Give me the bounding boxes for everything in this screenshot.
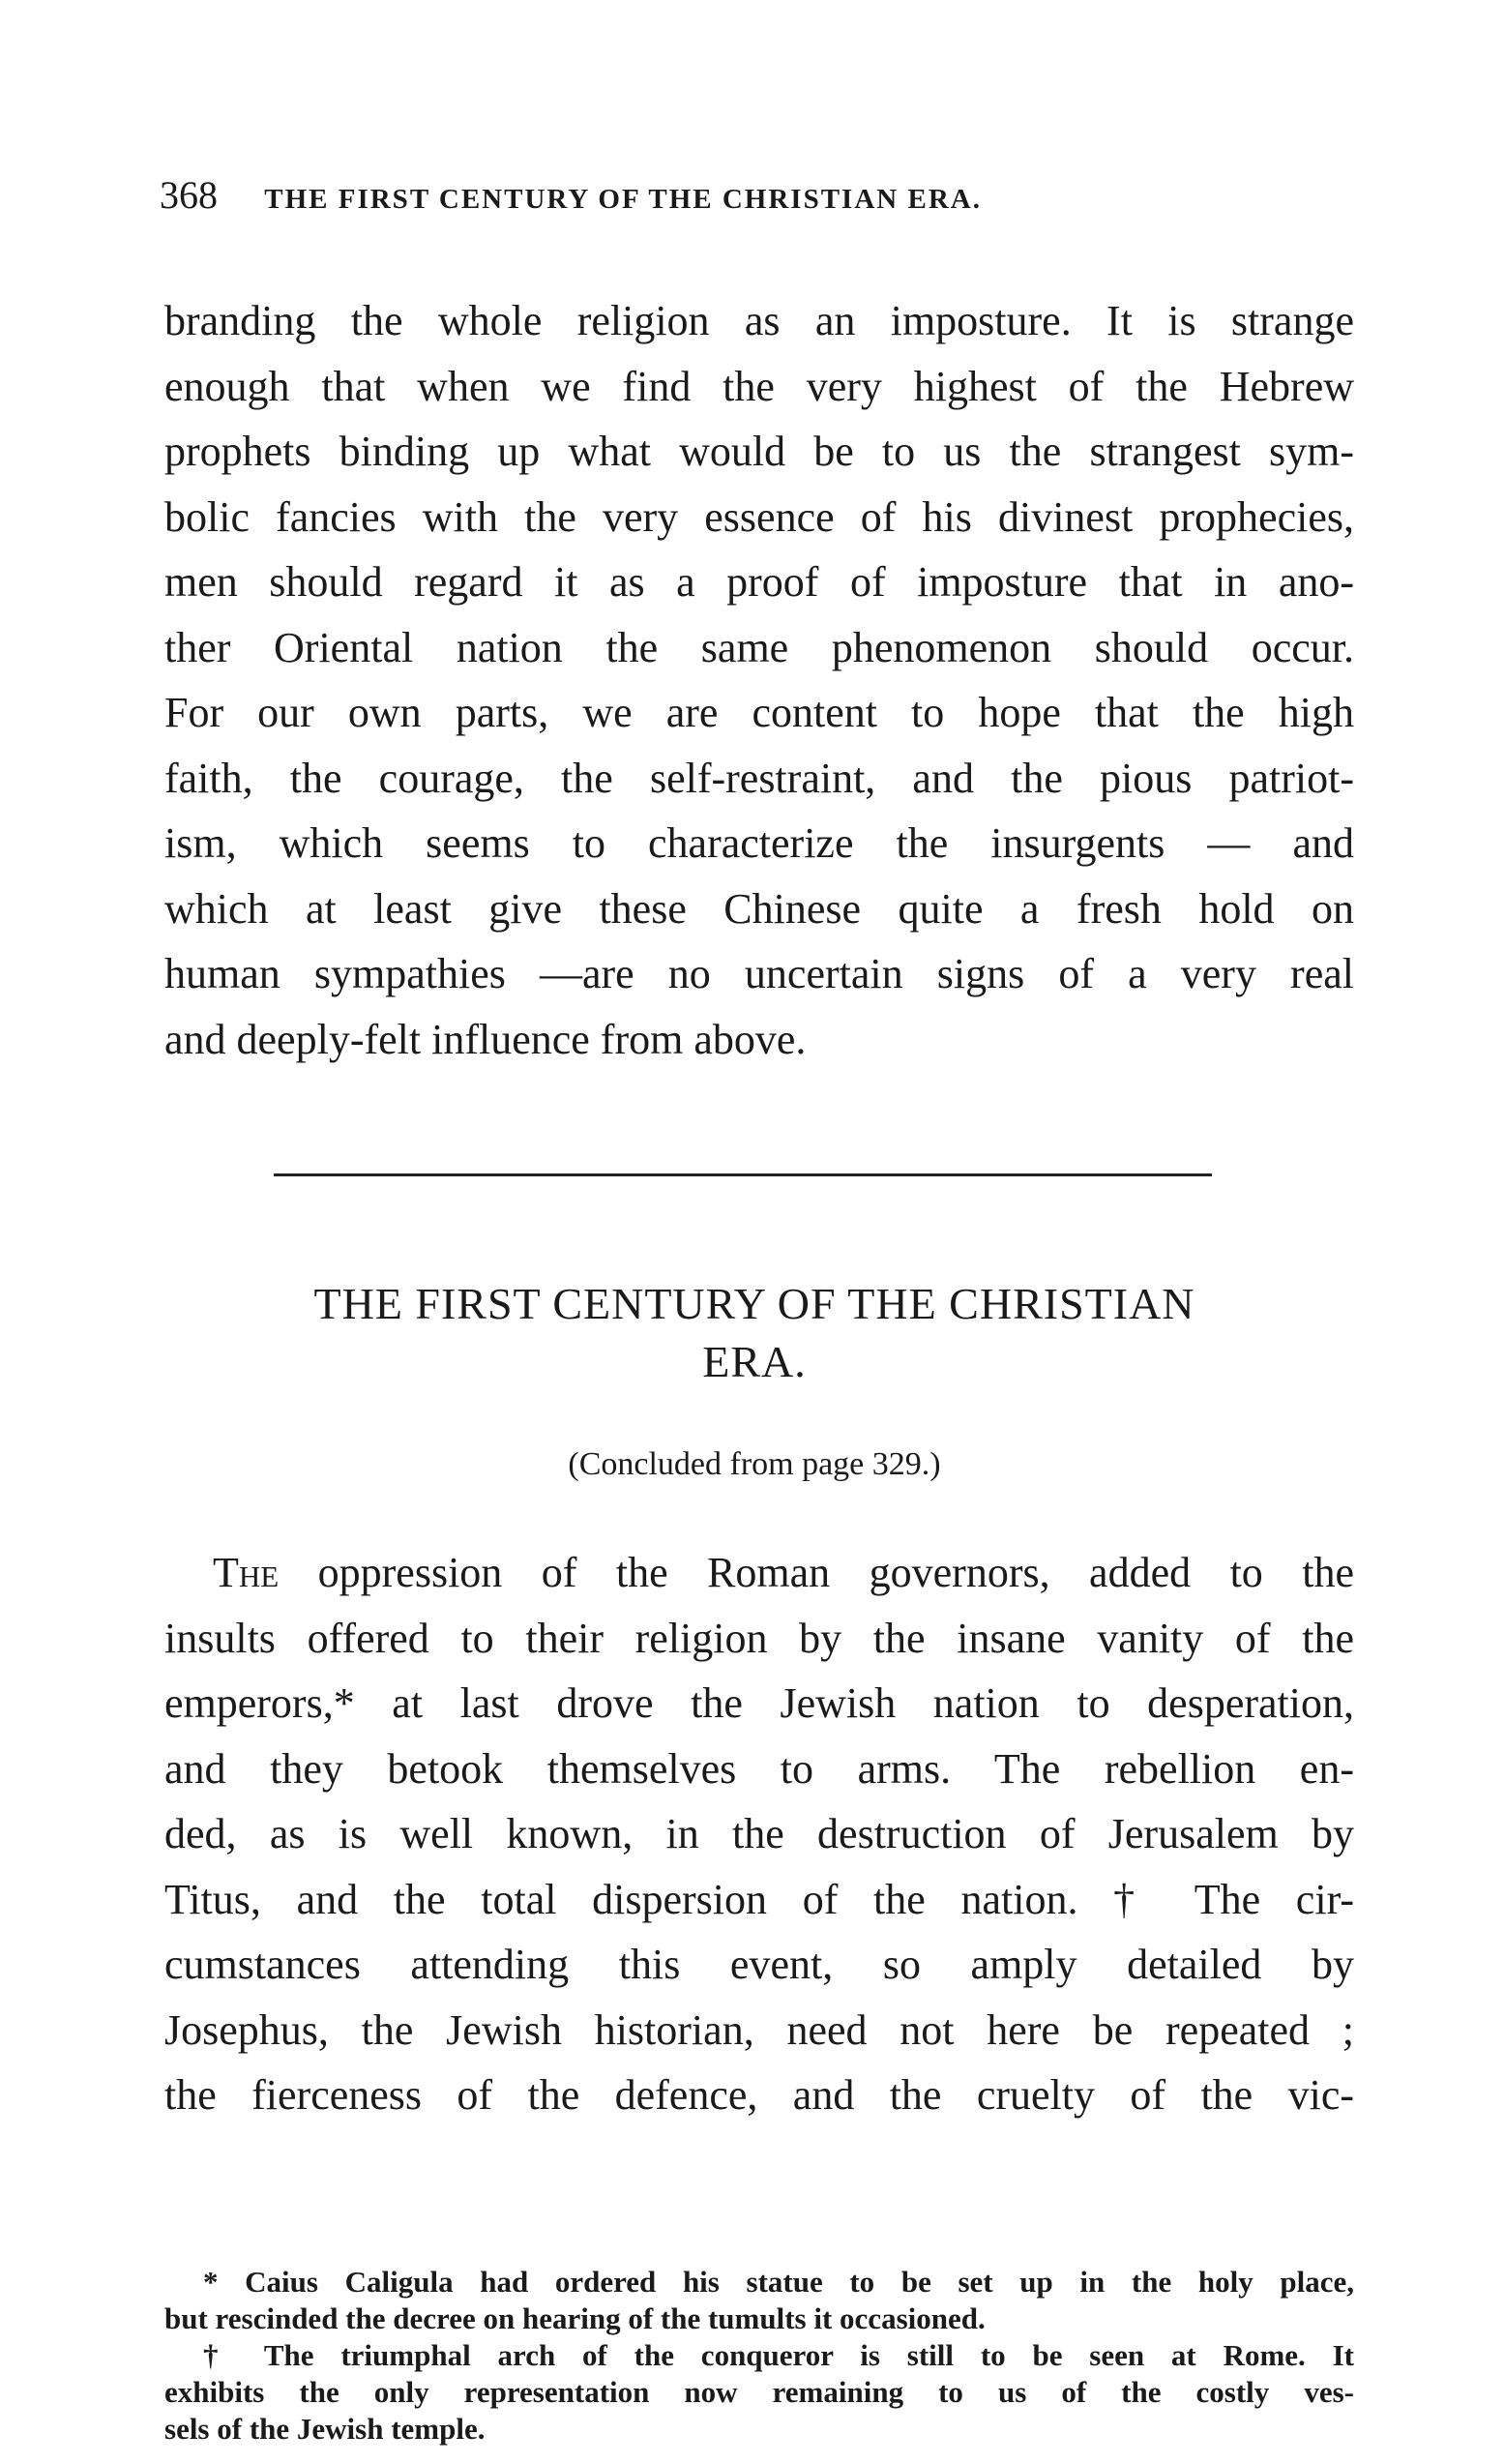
- footnote-line: * Caius Caligula had ordered his statue to be set up in the holy place,: [203, 2265, 1354, 2299]
- text-line: human sympathies —are no uncertain signs of a very real: [164, 950, 1354, 997]
- article-title-line: ERA.: [702, 1337, 807, 1386]
- text-line: which at least give these Chinese quite a fresh hold on: [164, 884, 1354, 933]
- article-first-paragraph: [164, 1540, 1354, 2128]
- text-line: [164, 1540, 1354, 1606]
- paragraph-continued: [164, 288, 1354, 1072]
- text-line: ded, as is well known, in the destruction of Jerusalem by: [164, 1810, 1354, 1857]
- footnote-line: sels of the Jewish temple.: [164, 2412, 486, 2446]
- text-line: and they betook themselves to arms. The rebellion en-: [164, 1744, 1354, 1793]
- text-line: faith, the courage, the self-restraint, and the pious patriot-: [164, 754, 1354, 802]
- text-line: cumstances attending this event, so amply detailed by: [164, 1941, 1354, 1988]
- text-line: ther Oriental nation the same phenomenon should occur.: [164, 623, 1354, 671]
- text-line: and deeply-felt influence from above.: [164, 1015, 807, 1063]
- article-title-line: THE FIRST CENTURY OF THE CHRISTIAN: [313, 1279, 1195, 1328]
- text-line: ism, which seems to characterize the insurgents — and: [164, 819, 1354, 867]
- text-line: men should regard it as a proof of imposture that in ano-: [164, 558, 1354, 606]
- text-line: branding the whole religion as an imposture. It is strange: [164, 297, 1354, 344]
- opening-word: The: [213, 1549, 280, 1596]
- text-line: the fierceness of the defence, and the cruelty of the vic-: [164, 2071, 1354, 2119]
- text-line: insults offered to their religion by the insane vanity of the: [164, 1614, 1354, 1662]
- text-line: bolic fancies with the very essence of his divinest prophecies,: [164, 492, 1354, 541]
- running-head-title: THE FIRST CENTURY OF THE CHRISTIAN ERA.: [264, 184, 982, 215]
- text-line: Titus, and the total dispersion of the nation. † The cir-: [164, 1875, 1354, 1923]
- text-line: For our own parts, we are content to hope that the high: [164, 689, 1354, 736]
- footnotes: [164, 2264, 1354, 2448]
- footnote-line: exhibits the only representation now remaining to us of the costly ves-: [164, 2375, 1354, 2409]
- footnote-line: † The triumphal arch of the conqueror is still to be seen at Rome. It: [203, 2338, 1354, 2372]
- text-line-rest: oppression of the Roman governors, added to the: [279, 1549, 1354, 1596]
- text-line: Josephus, the Jewish historian, need not here be repeated ;: [164, 2005, 1354, 2054]
- running-head: [160, 172, 1359, 218]
- text-line: enough that when we find the very highest of the Hebrew: [164, 362, 1354, 410]
- article-subtitle: (Concluded from page 329.): [568, 1446, 941, 1482]
- page-number: 368: [160, 173, 218, 217]
- text-line: prophets binding up what would be to us the strangest sym-: [164, 428, 1354, 475]
- footnote-line: but rescinded the decree on hearing of the tumults it occasioned.: [164, 2301, 986, 2335]
- section-divider: [274, 1173, 1212, 1176]
- text-line: emperors,* at last drove the Jewish nation to desperation,: [164, 1679, 1354, 1727]
- article-title: [155, 1275, 1354, 1391]
